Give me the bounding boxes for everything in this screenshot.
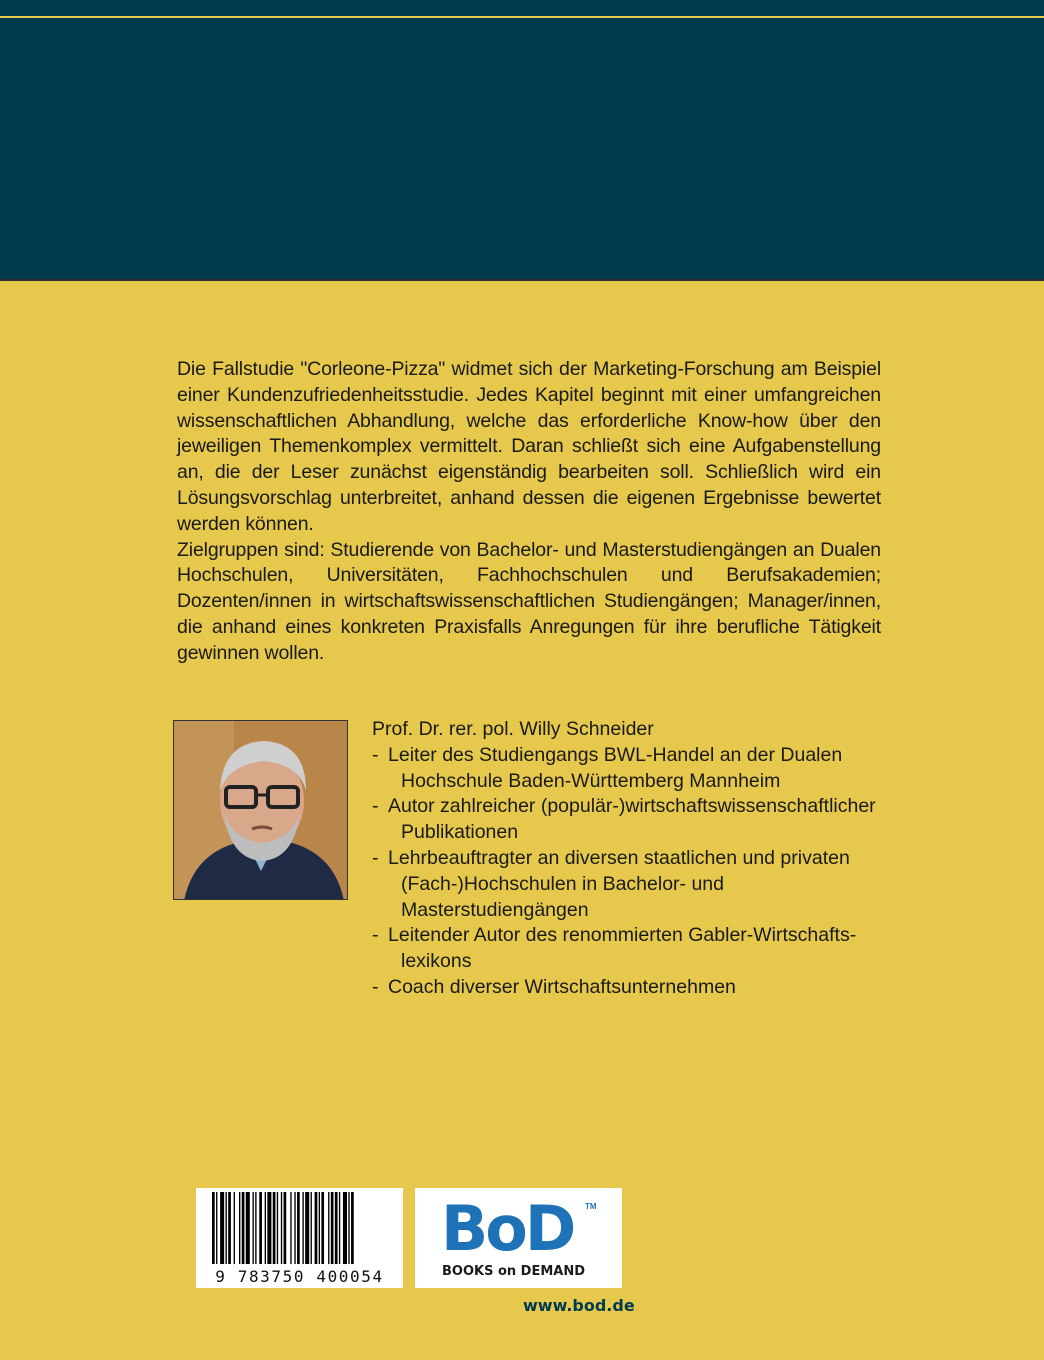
barcode-bar xyxy=(328,1192,329,1264)
publisher-tagline: BOOKS on DEMAND xyxy=(442,1264,586,1279)
barcode-bar xyxy=(297,1192,300,1264)
bod-logo: BoD xyxy=(441,1192,574,1265)
barcode-bar xyxy=(246,1192,250,1264)
barcode-bar xyxy=(226,1192,227,1264)
blurb-paragraph-2: Zielgruppen sind: Studierende von Bachelor- und Masterstudiengängen an Dualen Hochschulen, Universitäten, Fachhochschulen und Berufsakademien; Dozenten/innen in wirtschaftswissenschaftlichen Studiengängen; Manager/innen, die anhand eines konkreten Praxisfalls Anregungen für ihre berufliche Tätigkeit gewinnen wollen. xyxy=(177,538,881,664)
credential-line-cont: Publikationen xyxy=(401,821,519,844)
barcode-bar xyxy=(343,1192,347,1264)
band-divider xyxy=(0,279,1044,281)
barcode-bar xyxy=(319,1192,320,1264)
barcode-bar xyxy=(339,1192,340,1264)
barcode-bar xyxy=(259,1192,262,1264)
barcode-bar xyxy=(305,1192,309,1264)
barcode-bar xyxy=(321,1192,324,1264)
barcode-bar xyxy=(242,1192,245,1264)
list-item xyxy=(372,846,892,923)
publisher-url: www.bod.de xyxy=(523,1296,635,1315)
trademark-mark: TM xyxy=(585,1202,597,1211)
list-item xyxy=(372,923,892,975)
barcode-bar xyxy=(265,1192,266,1264)
barcode-bar xyxy=(220,1192,224,1264)
barcode-bar xyxy=(277,1192,278,1264)
barcode-bar xyxy=(348,1192,349,1264)
barcode-bar xyxy=(228,1192,231,1264)
list-item xyxy=(372,975,892,1001)
barcode-bar xyxy=(351,1192,354,1264)
credential-line-cont: lexikons xyxy=(401,950,472,973)
top-color-band xyxy=(0,0,1044,279)
credential-line: Lehrbeauftragter an diversen staatlichen und privaten xyxy=(388,846,850,869)
author-bio xyxy=(372,717,892,1001)
credential-line: Coach diverser Wirtschaftsunternehmen xyxy=(388,975,736,998)
list-item xyxy=(372,743,892,795)
barcode-bar xyxy=(294,1192,295,1264)
barcode-bars xyxy=(202,1192,397,1268)
barcode-bar xyxy=(302,1192,303,1264)
isbn-barcode xyxy=(196,1188,403,1288)
barcode-bar xyxy=(315,1192,318,1264)
barcode-bar xyxy=(216,1192,217,1264)
book-blurb xyxy=(177,357,881,667)
barcode-bar xyxy=(267,1192,271,1264)
dash-bullet: - xyxy=(372,924,379,947)
barcode-bar xyxy=(290,1192,291,1264)
dash-bullet: - xyxy=(372,795,379,818)
dash-bullet: - xyxy=(372,846,379,869)
author-photo xyxy=(173,720,348,900)
barcode-bar xyxy=(281,1192,282,1264)
list-item xyxy=(372,794,892,846)
barcode-bar xyxy=(311,1192,312,1264)
credential-line: Autor zahlreicher (populär-)wirtschaftswissenschaftlicher xyxy=(388,795,876,818)
barcode-bar xyxy=(284,1192,287,1264)
author-name: Prof. Dr. rer. pol. Willy Schneider xyxy=(372,718,654,740)
barcode-bar xyxy=(253,1192,254,1264)
barcode-bar xyxy=(212,1192,215,1264)
isbn-digits: 9 783750 400054 xyxy=(215,1267,384,1286)
barcode-bar xyxy=(255,1192,256,1264)
blurb-paragraph-1: Die Fallstudie "Corleone-Pizza" widmet sich der Marketing-Forschung am Beispiel einer Kundenzufriedenheitsstudie. Jedes Kapitel beginnt mit einer umfangreichen wissenschaftlichen Abhandlung, welche das erforderliche Know-how über den jeweiligen Themenkomplex vermittelt. Daran schließt sich eine Aufgabenstellung an, die der Leser zunächst eigenständig bearbeiten soll. Schließlich wird ein Lösungsvorschlag unterbreitet, anhand dessen die eigenen Ergebnisse bewertet werden können. xyxy=(177,358,881,535)
credential-line: Leiter des Studiengangs BWL-Handel an der Dualen xyxy=(388,743,843,766)
dash-bullet: - xyxy=(372,975,379,998)
barcode-bar xyxy=(239,1192,240,1264)
barcode-bar xyxy=(234,1192,235,1264)
dash-bullet: - xyxy=(372,743,379,766)
author-credentials-list xyxy=(372,743,892,1001)
barcode-bar xyxy=(335,1192,338,1264)
top-rule xyxy=(0,16,1044,18)
publisher-logo-box xyxy=(415,1188,622,1288)
barcode-bar xyxy=(331,1192,334,1264)
credential-line-cont: Hochschule Baden-Württemberg Mannheim xyxy=(401,769,781,792)
barcode-bar xyxy=(273,1192,276,1264)
credential-line-cont: (Fach-)Hochschulen in Bachelor- und Masterstudiengängen xyxy=(401,872,724,921)
credential-line: Leitender Autor des renommierten Gabler-Wirtschafts- xyxy=(388,924,857,947)
